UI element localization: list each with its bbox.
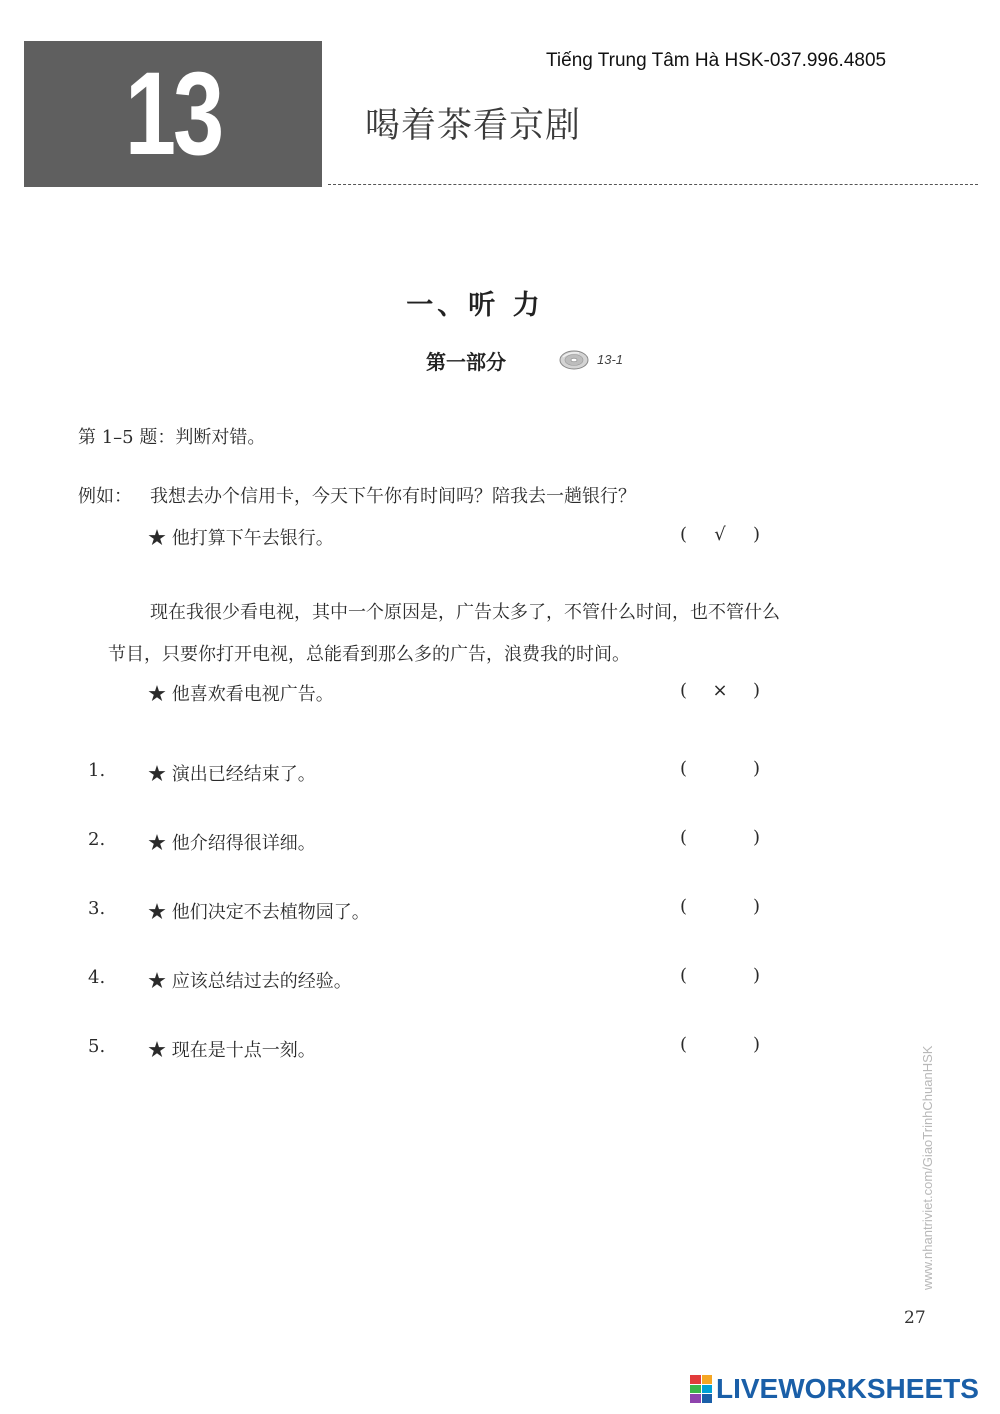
page-number: 27	[904, 1308, 926, 1328]
part-heading: 第一部分	[426, 350, 506, 374]
question-3-number: 3.	[88, 898, 106, 919]
question-1-text: ★ 演出已经结束了。	[148, 764, 316, 785]
liveworksheets-logo-icon	[690, 1375, 712, 1403]
liveworksheets-logo[interactable]	[690, 1373, 979, 1405]
question-5-answer-box[interactable]: ( )	[680, 1034, 760, 1055]
instruction: 第 1–5 题：判断对错。	[78, 427, 266, 448]
question-4-answer-box[interactable]: ( )	[680, 965, 760, 986]
example-paragraph-line-2: 节目，只要你打开电视，总能看到那么多的广告，浪费我的时间。	[108, 644, 630, 665]
lesson-number: 13	[124, 48, 222, 180]
question-1-answer-box[interactable]: ( )	[680, 758, 760, 779]
question-3-text: ★ 他们决定不去植物园了。	[148, 902, 370, 923]
track-number: 13-1	[597, 352, 624, 367]
example-statement-2: ★ 他喜欢看电视广告。	[148, 684, 334, 705]
example-statement-1: ★ 他打算下午去银行。	[148, 528, 334, 549]
example-dialogue: 我想去办个信用卡，今天下午你有时间吗？陪我去一趟银行？	[150, 486, 636, 507]
check-mark: √	[714, 524, 726, 545]
question-2-answer-box[interactable]: ( )	[680, 827, 760, 848]
question-2-text: ★ 他介绍得很详细。	[148, 833, 316, 854]
cross-mark: ×	[712, 680, 728, 701]
audio-cd-icon[interactable]	[559, 347, 589, 371]
lesson-title: 喝着茶看京剧	[365, 106, 582, 146]
header-divider	[328, 184, 978, 185]
example-answer-2: ( × )	[680, 680, 760, 701]
question-4-number: 4.	[88, 967, 106, 988]
section-heading: 一、听 力	[406, 290, 544, 321]
question-3-answer-box[interactable]: ( )	[680, 896, 760, 917]
example-answer-1: ( √ )	[680, 524, 760, 545]
publisher-watermark: www.nhantriviet.com/GiaoTrinhChuanHSK	[920, 1045, 935, 1290]
question-5-text: ★ 现在是十点一刻。	[148, 1040, 316, 1061]
header-note: Tiếng Trung Tâm Hà HSK-037.996.4805	[546, 50, 887, 71]
liveworksheets-logo-text: LIVEWORKSHEETS	[716, 1373, 979, 1404]
question-4-text: ★ 应该总结过去的经验。	[148, 971, 352, 992]
question-1-number: 1.	[88, 760, 106, 781]
question-5-number: 5.	[88, 1036, 106, 1057]
example-label: 例如：	[78, 486, 132, 507]
question-2-number: 2.	[88, 829, 106, 850]
example-paragraph-line-1: 现在我很少看电视，其中一个原因是，广告太多了，不管什么时间，也不管什么	[150, 602, 780, 623]
